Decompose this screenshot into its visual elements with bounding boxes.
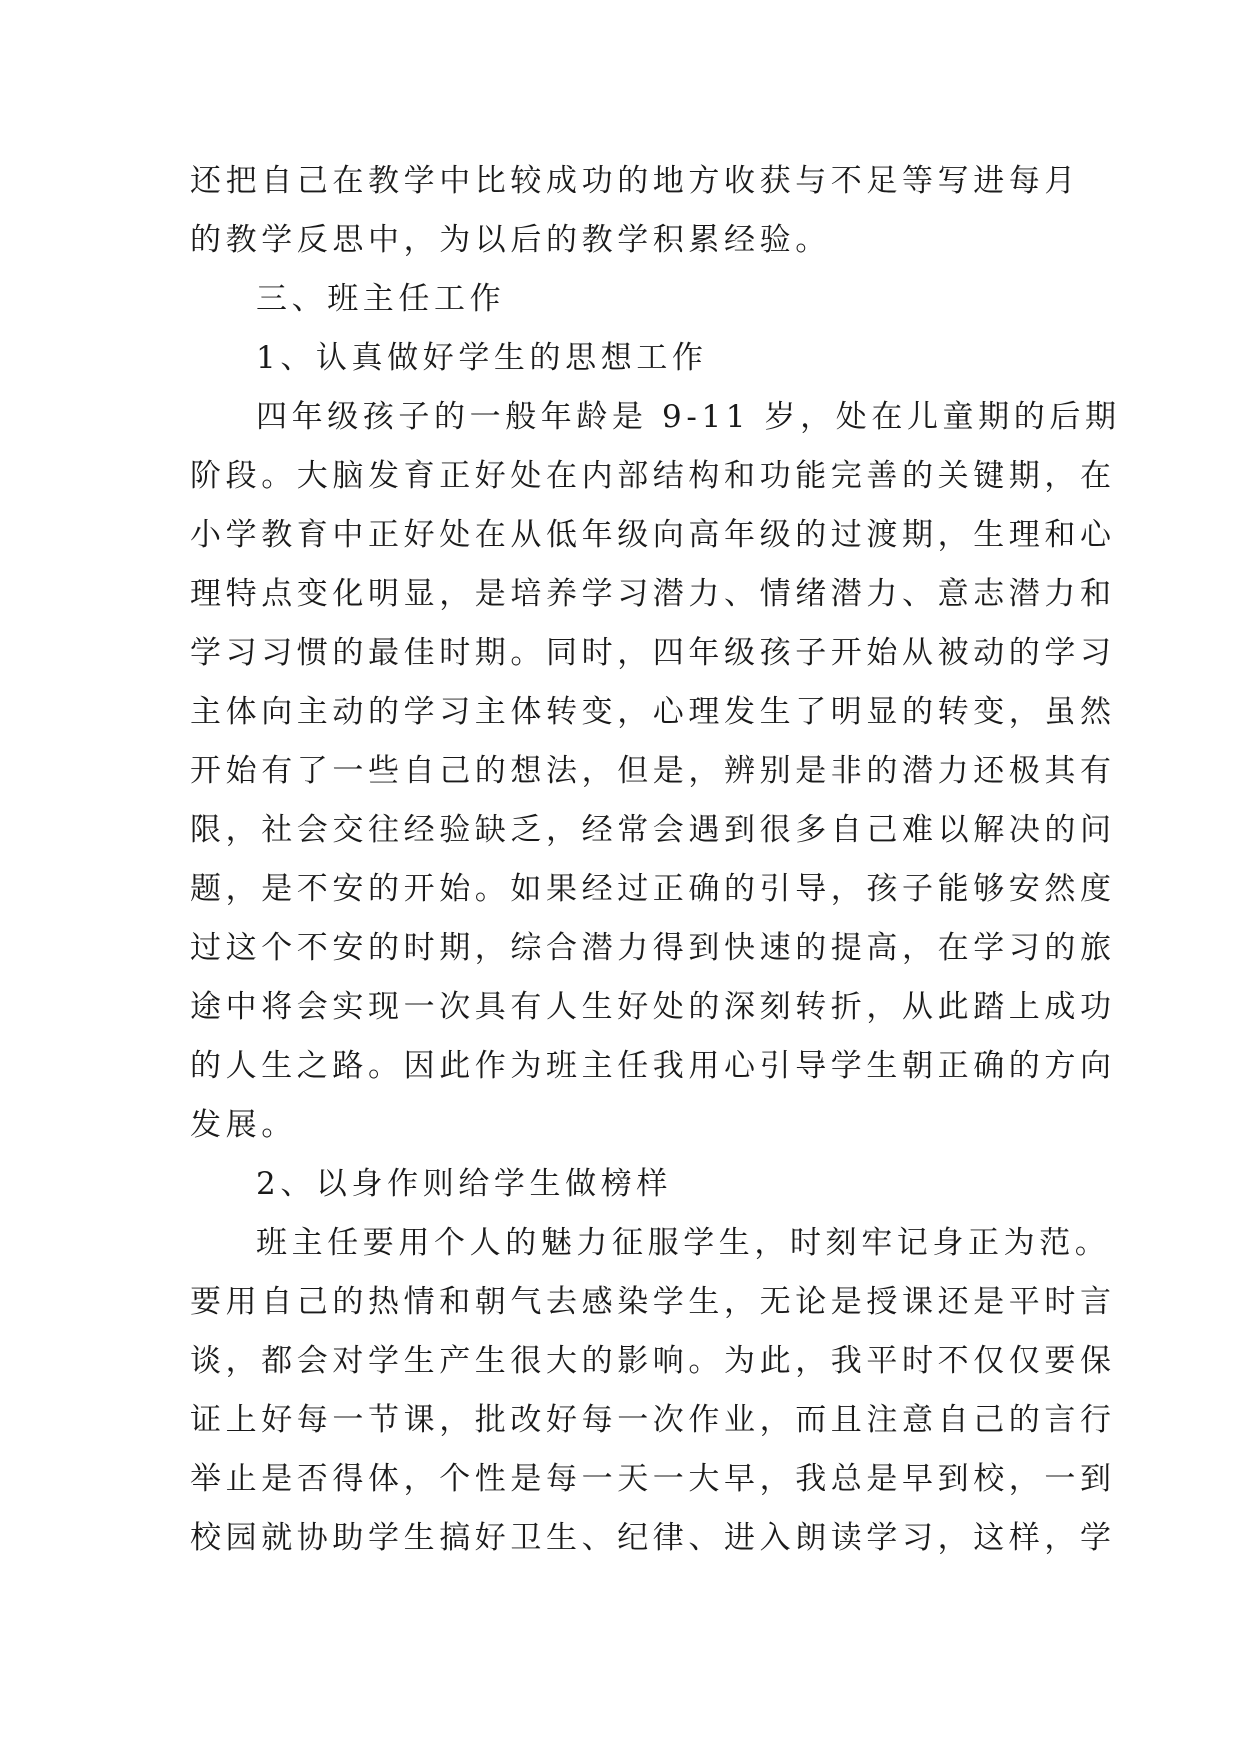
text-line: 要用自己的热情和朝气去感染学生，无论是授课还是平时言 bbox=[190, 1284, 1116, 1320]
text-line: 谈，都会对学生产生很大的影响。为此，我平时不仅仅要保 bbox=[190, 1343, 1116, 1379]
text-line: 四年级孩子的一般年龄是 9-11 岁，处在儿童期的后期 bbox=[256, 399, 1121, 435]
text-line: 发展。 bbox=[190, 1107, 297, 1143]
text-line: 限，社会交往经验缺乏，经常会遇到很多自己难以解决的问 bbox=[190, 812, 1116, 848]
text-line: 举止是否得体，个性是每一天一大早，我总是早到校，一到 bbox=[190, 1461, 1116, 1497]
text-line: 阶段。大脑发育正好处在内部结构和功能完善的关键期，在 bbox=[190, 458, 1116, 494]
text-line: 主体向主动的学习主体转变，心理发生了明显的转变，虽然 bbox=[190, 694, 1116, 730]
text-line: 途中将会实现一次具有人生好处的深刻转折，从此踏上成功 bbox=[190, 989, 1116, 1025]
text-line: 题，是不安的开始。如果经过正确的引导，孩子能够安然度 bbox=[190, 871, 1116, 907]
text-line: 开始有了一些自己的想法，但是，辨别是非的潜力还极其有 bbox=[190, 753, 1116, 789]
text-line: 班主任要用个人的魅力征服学生，时刻牢记身正为范。 bbox=[256, 1225, 1111, 1261]
document-body bbox=[190, 152, 1121, 1568]
text-line: 的教学反思中，为以后的教学积累经验。 bbox=[190, 222, 831, 258]
text-line: 理特点变化明显，是培养学习潜力、情绪潜力、意志潜力和 bbox=[190, 576, 1116, 612]
text-line: 还把自己在教学中比较成功的地方收获与不足等写进每月 bbox=[190, 163, 1080, 199]
text-line: 小学教育中正好处在从低年级向高年级的过渡期，生理和心 bbox=[190, 517, 1116, 553]
text-line: 学习习惯的最佳时期。同时，四年级孩子开始从被动的学习 bbox=[190, 635, 1116, 671]
text-line: 证上好每一节课，批改好每一次作业，而且注意自己的言行 bbox=[190, 1402, 1116, 1438]
text-line: 校园就协助学生搞好卫生、纪律、进入朗读学习，这样，学 bbox=[190, 1520, 1116, 1556]
subsection-heading: 1、认真做好学生的思想工作 bbox=[256, 340, 708, 376]
text-line: 过这个不安的时期，综合潜力得到快速的提高，在学习的旅 bbox=[190, 930, 1116, 966]
text-line: 的人生之路。因此作为班主任我用心引导学生朝正确的方向 bbox=[190, 1048, 1116, 1084]
section-heading: 三、班主任工作 bbox=[256, 281, 506, 317]
subsection-heading: 2、以身作则给学生做榜样 bbox=[256, 1166, 672, 1202]
